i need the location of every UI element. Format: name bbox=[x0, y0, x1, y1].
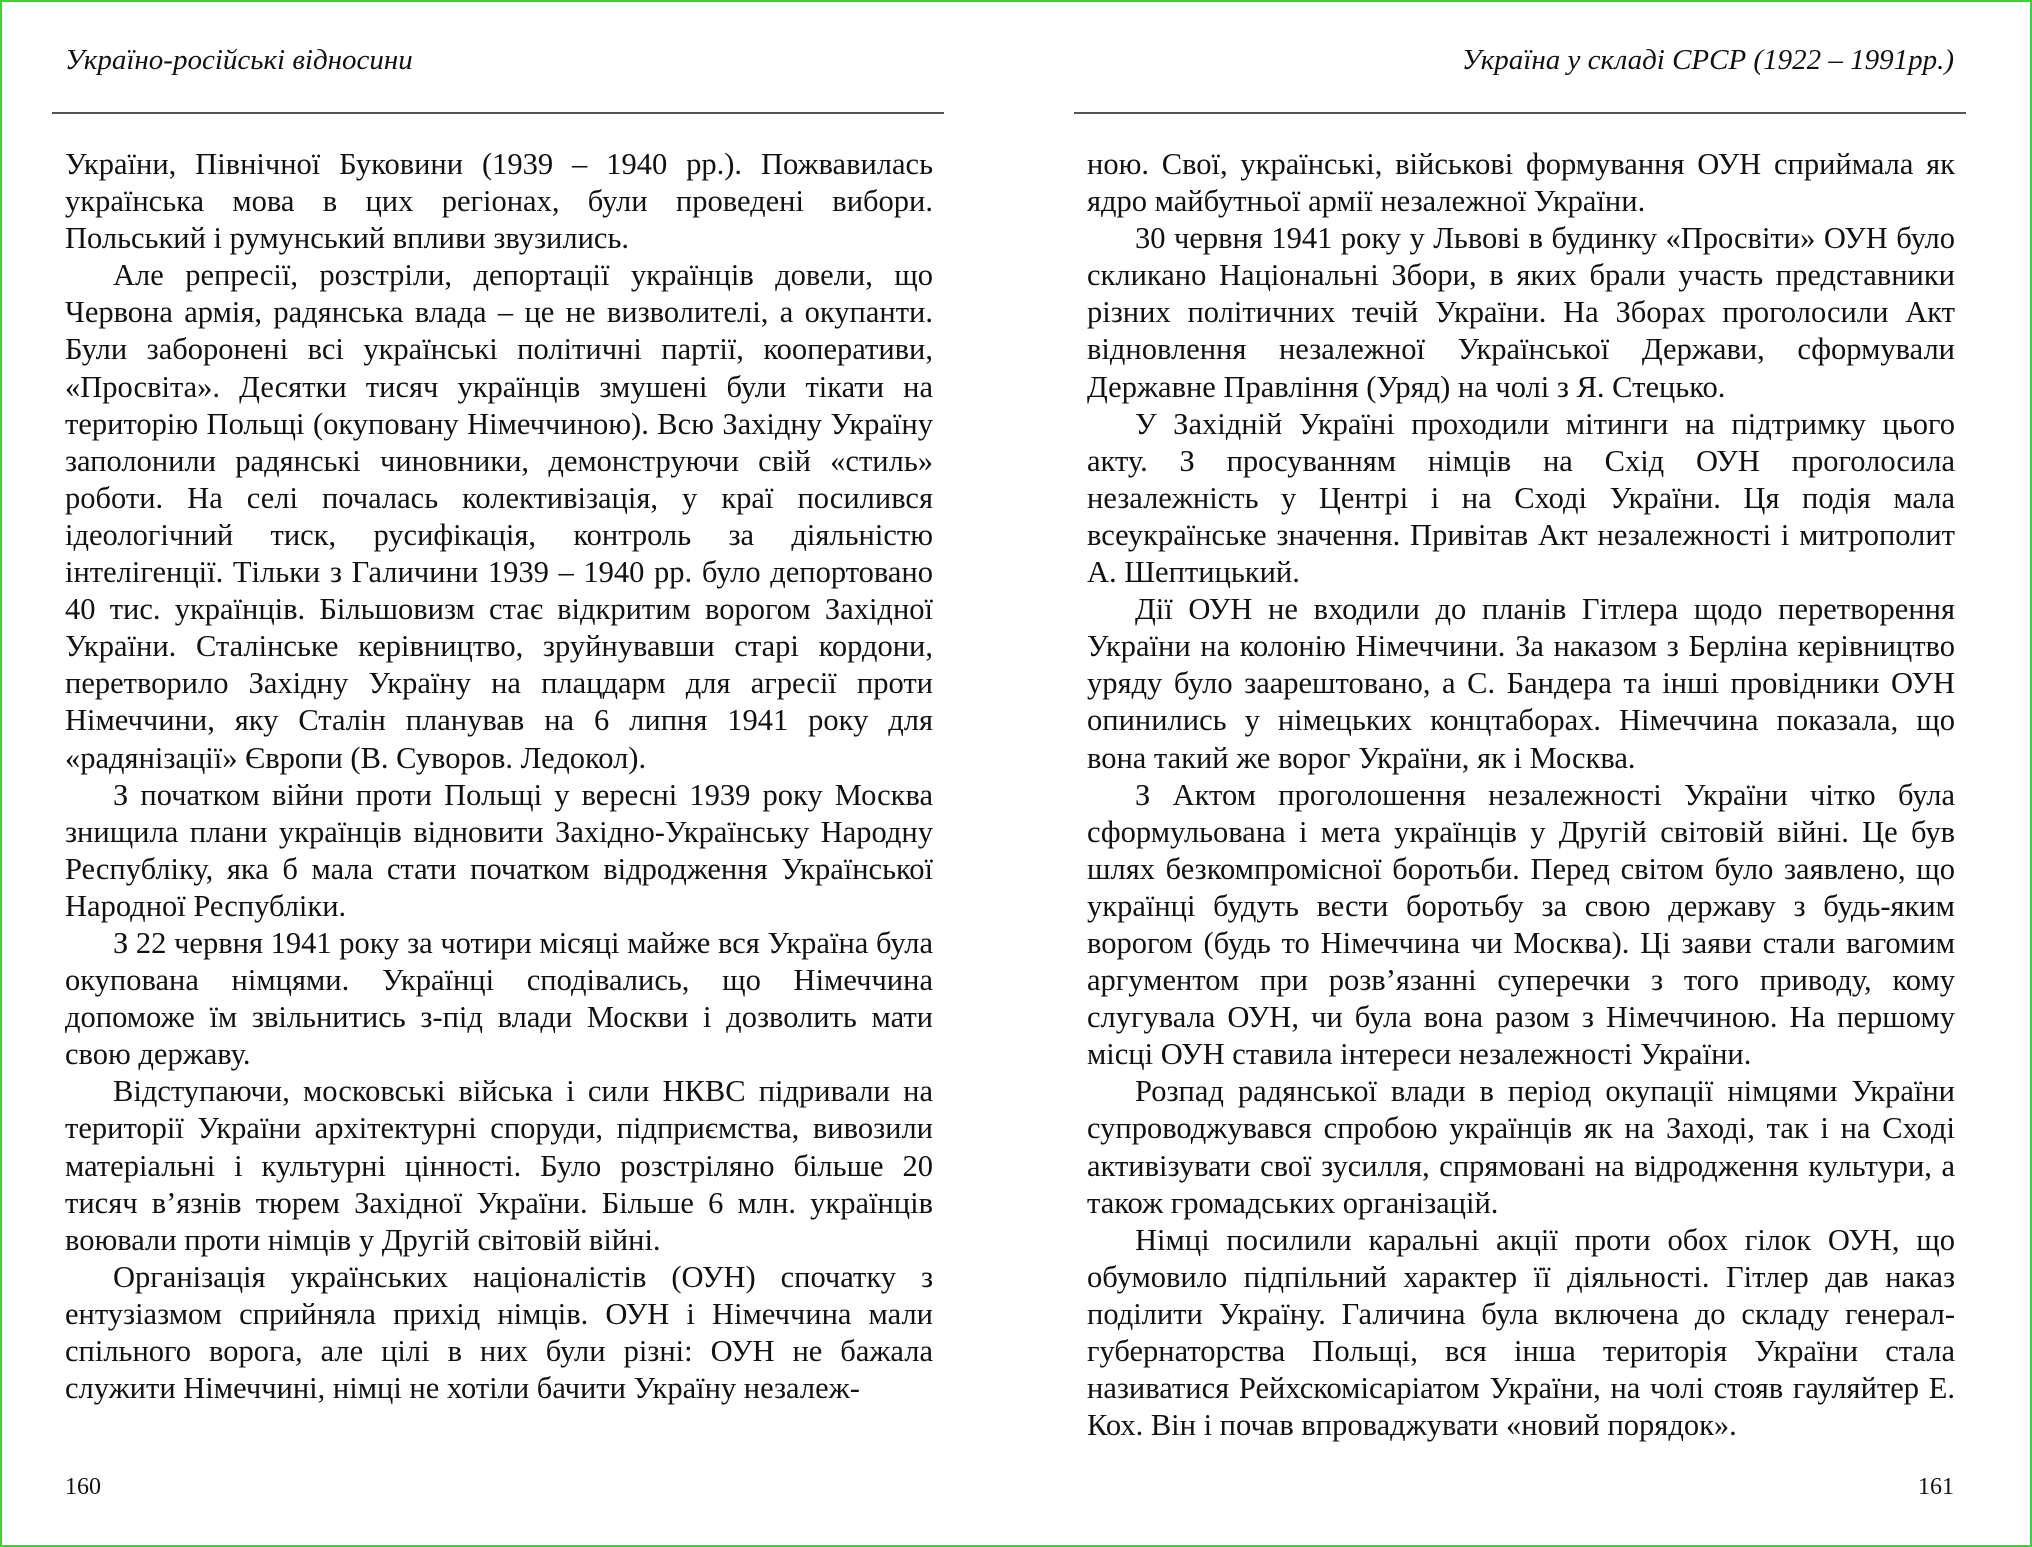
left-header-rule bbox=[52, 112, 944, 114]
right-page-body bbox=[1087, 146, 1955, 1444]
paragraph: Відступаючи, московські війська і сили НКВС підривали на території України архітектурні споруди, підприємства, вивозили матеріальні і культурні цінності. Було розстріляно більше 20 тисяч в’язнів тюрем Західної України. Більше 6 млн. українців воювали проти німців у Другій світовій війні. bbox=[65, 1074, 933, 1257]
paragraph: Дії ОУН не входили до планів Гітлера щодо перетворення України на колонію Німеччини. За наказом з Берліна керівництво уряду було заарештовано, а С. Бандера та інші провідники ОУН опинились у німецьких концтаборах. Німеччина показала, що вона такий же ворог України, як і Москва. bbox=[1087, 592, 1955, 775]
left-page-number: 160 bbox=[65, 1474, 101, 1500]
right-running-header: Україна у складі СРСР (1922 – 1991рр.) bbox=[1461, 44, 1954, 76]
paragraph: ною. Свої, українські, військові формування ОУН сприймала як ядро майбутньої армії незалежної України. bbox=[1087, 147, 1955, 219]
paragraph: З початком війни проти Польщі у вересні 1939 року Москва знищила плани українців відновити Західно-Українську Народну Республіку, яка б мала стати початком відродження Української Народної Республіки. bbox=[65, 777, 933, 923]
paragraph: 30 червня 1941 року у Львові в будинку «Просвіти» ОУН було скликано Національні Збори, в яких брали участь представники різних політичних течій України. На Зборах проголосили Акт відновлення незалежної Української Держави, сформували Державне Правління (Уряд) на чолі з Я. Стецько. bbox=[1087, 221, 1955, 404]
right-page-number: 161 bbox=[1918, 1474, 1954, 1500]
paragraph: З 22 червня 1941 року за чотири місяці майже вся Україна була окупована німцями. Українці сподівались, що Німеччина допоможе їм звільнитись з-під влади Москви і дозволить мати свою державу. bbox=[65, 925, 933, 1072]
paragraph: Розпад радянської влади в період окупації німцями України супроводжувався спробою українців як на Заході, так і на Сході активізувати свої зусилля, спрямовані на відродження культури, а також громадських організацій. bbox=[1087, 1074, 1955, 1220]
left-running-header: Україно-російські відносини bbox=[65, 44, 413, 76]
paragraph: Німці посилили каральні акції проти обох гілок ОУН, що обумовило підпільний характер її діяльності. Гітлер дав наказ поділити Україну. Галичина була включена до складу генерал-губернаторства Польщі, вся інша територія України стала називатися Рейхскомісаріатом України, на чолі стояв гауляйтер Е. Кох. Він і почав впроваджувати «новий порядок». bbox=[1087, 1222, 1955, 1443]
paragraph: З Актом проголошення незалежності України чітко була сформульована і мета українців у Другій світовій війні. Це був шлях безкомпромісної боротьби. Перед світом було заявлено, що українці будуть вести боротьбу за свою державу з будь-яким ворогом (будь то Німеччина чи Москва). Ці заяви стали вагомим аргументом при розв’язанні суперечки з того приводу, кому слугувала ОУН, чи була вона разом з Німеччиною. На першому місці ОУН ставила інтереси незалежності України. bbox=[1087, 777, 1955, 1072]
left-page-body bbox=[65, 146, 933, 1407]
right-header-rule bbox=[1074, 112, 1966, 114]
paragraph: Організація українських націоналістів (ОУН) спочатку з ентузіазмом сприйняла прихід німців. ОУН і Німеччина мали спільного ворога, але цілі в них були різні: ОУН не бажала служити Німеччині, німці не хотіли бачити Україну незалеж- bbox=[65, 1259, 933, 1406]
paragraph: України, Північної Буковини (1939 – 1940 рр.). Пожвавилась українська мова в цих регіонах, були проведені вибори. Польський і румунський впливи звузились. bbox=[65, 147, 933, 256]
paragraph: Але репресії, розстріли, депортації українців довели, що Червона армія, радянська влада – це не визволителі, а окупанти. Були заборонені всі українські політичні партії, кооперативи, «Просвіта». Десятки тисяч українців змушені були тікати на територію Польщі (окуповану Німеччиною). Всю Західну Україну заполонили радянські чиновники, демонструючи свій «стиль» роботи. На селі почалась колективізація, у краї посилився ідеологічний тиск, русифікація, контроль за діяльністю інтелігенції. Тільки з Галичини 1939 – 1940 рр. було депортовано 40 тис. українців. Більшовизм стає відкритим ворогом Західної України. Сталінське керівництво, зруйнувавши старі кордони, перетворило Західну Україну на плацдарм для агресії проти Німеччини, яку Сталін планував на 6 липня 1941 року для «радянізації» Європи (В. Суворов. Ледокол). bbox=[65, 258, 933, 775]
paragraph: У Західній Україні проходили мітинги на підтримку цього акту. З просуванням німців на Схід ОУН проголосила незалежність у Центрі і на Сході України. Ця подія мала всеукраїнське значення. Привітав Акт незалежності і митрополит А. Шептицький. bbox=[1087, 406, 1955, 590]
